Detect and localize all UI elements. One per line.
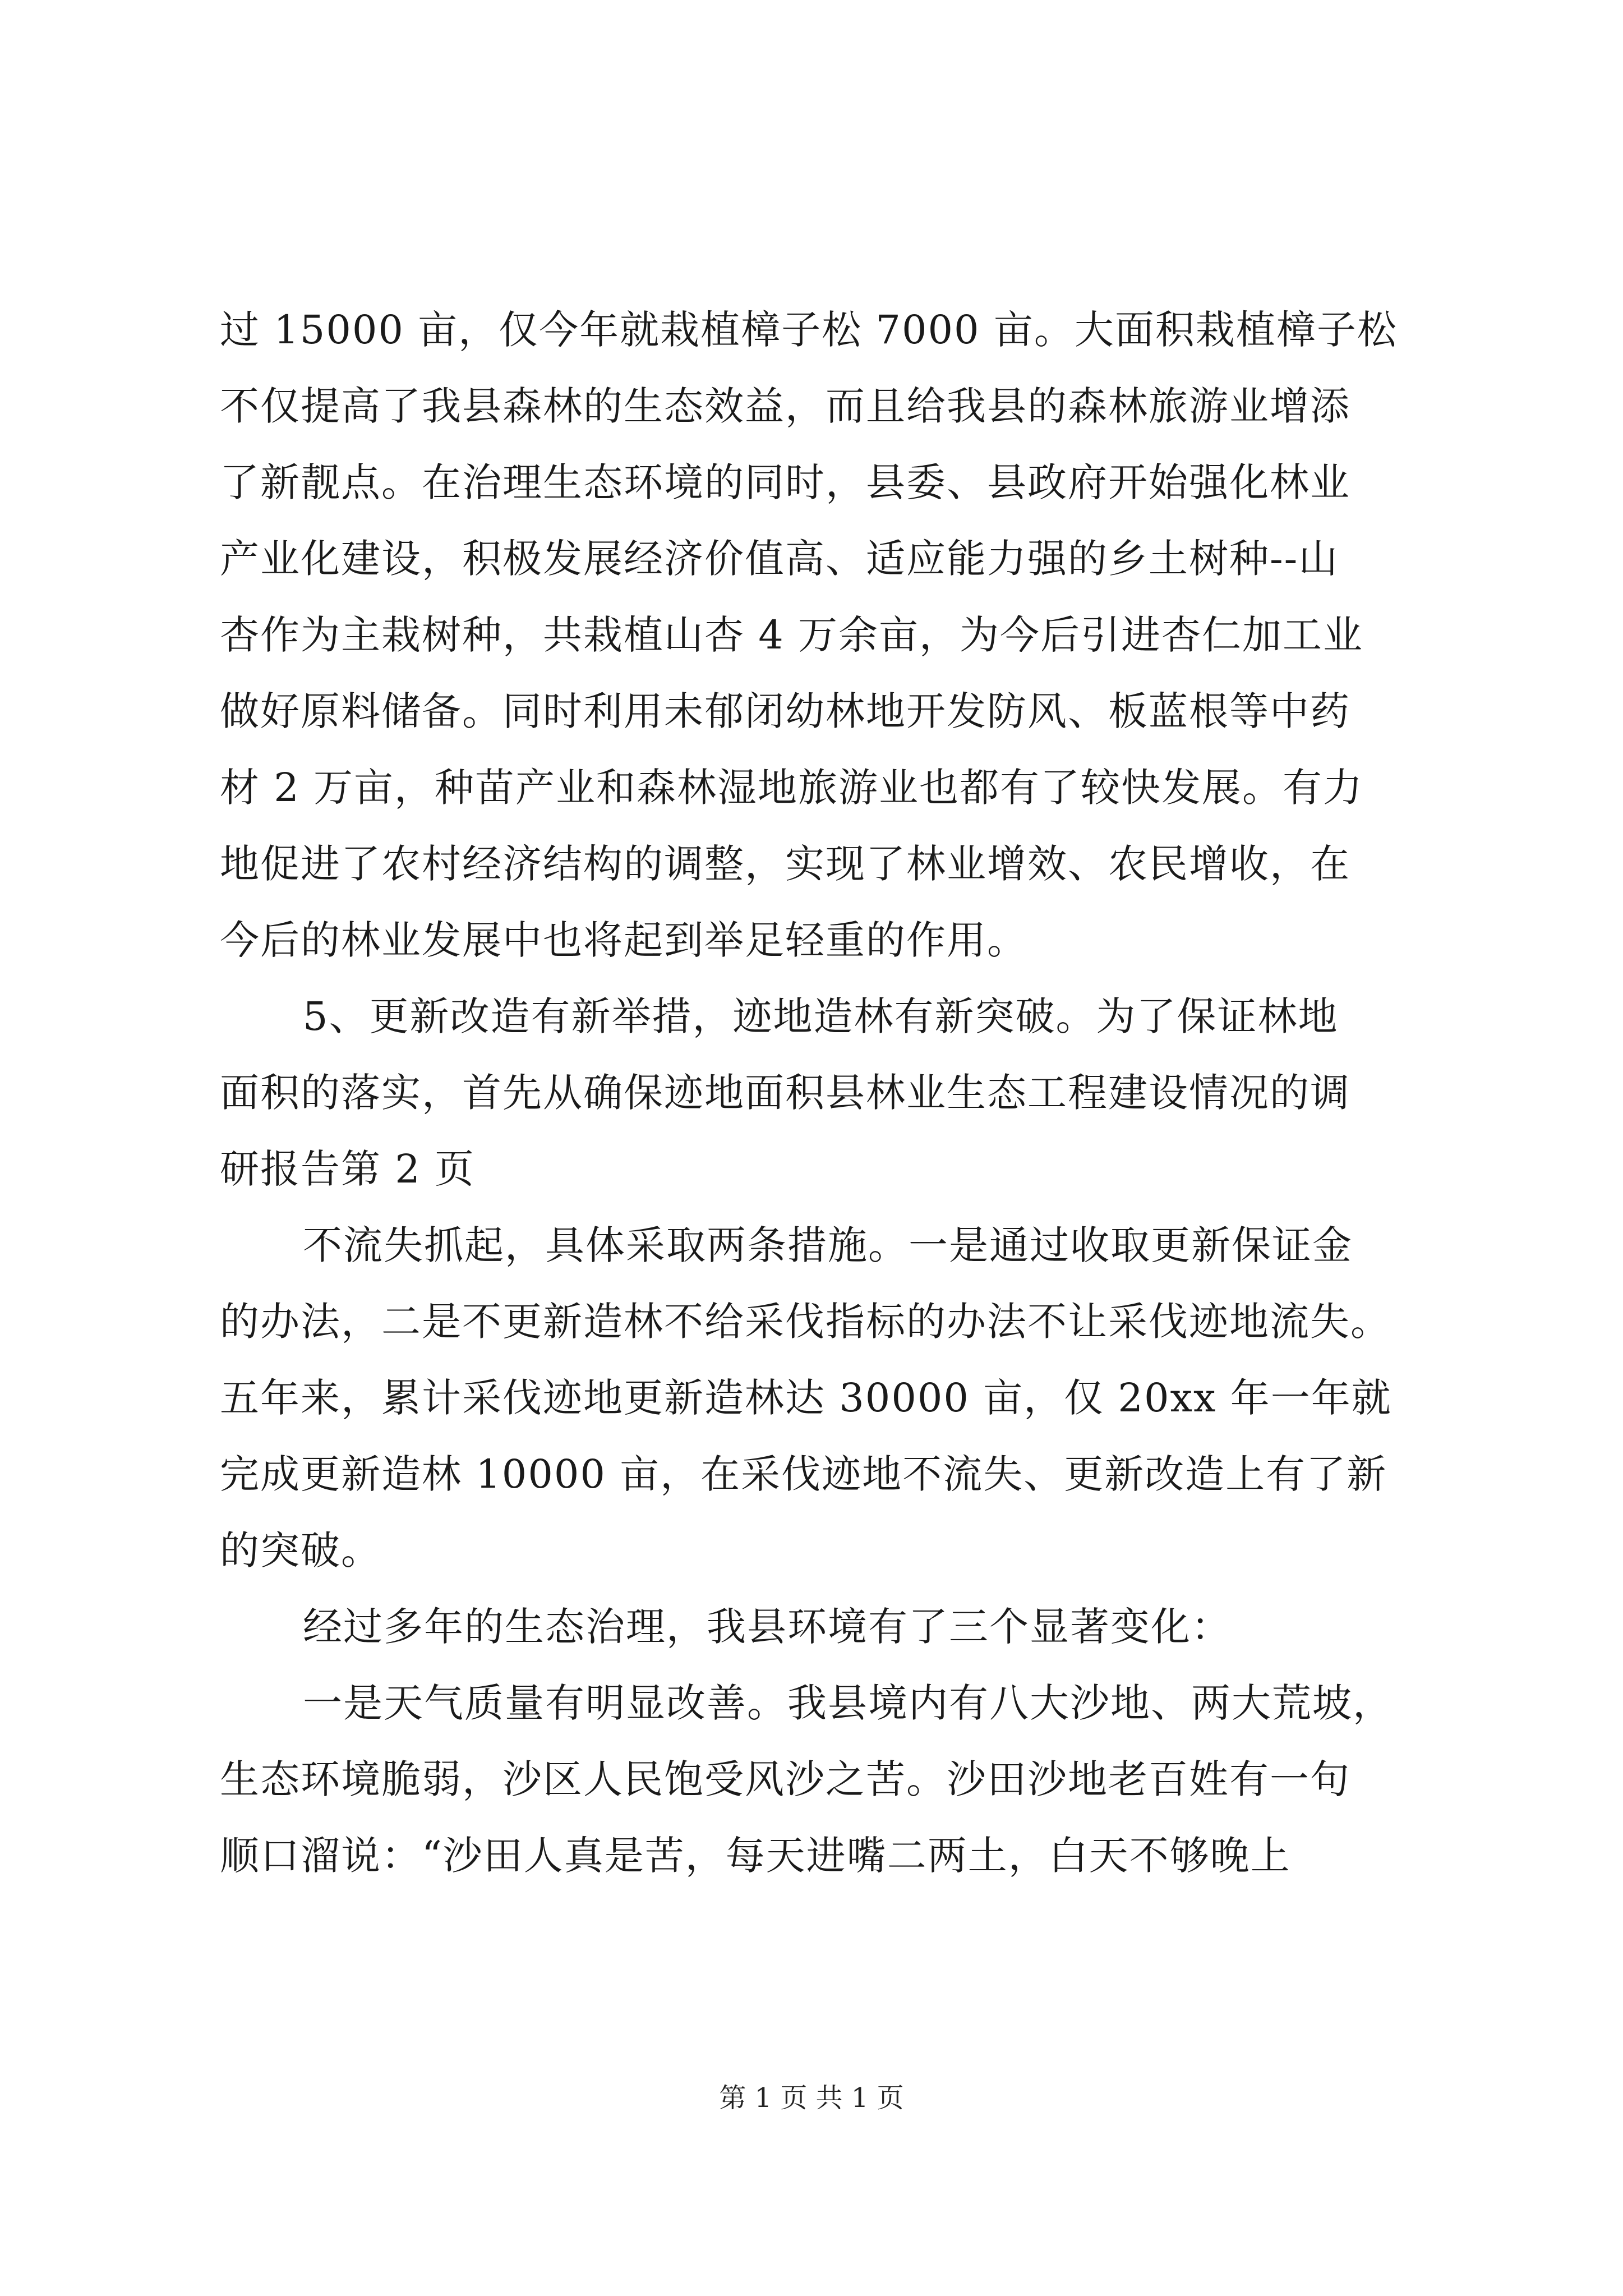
text-line: 的办法，二是不更新造林不给采伐指标的办法不让采伐迹地流失。 (220, 1299, 1391, 1345)
text-line: 研报告第 2 页 (220, 1146, 476, 1192)
page-footer (0, 2076, 1623, 2120)
text-line: 产业化建设，积极发展经济价值高、适应能力强的乡土树种--山 (220, 536, 1339, 582)
paragraph-first-line: 5、更新改造有新举措，迹地造林有新突破。为了保证林地 (303, 993, 1339, 1039)
text-line: 面积的落实，首先从确保迹地面积县林业生态工程建设情况的调 (220, 1070, 1350, 1116)
text-line: 完成更新造林 10000 亩，在采伐迹地不流失、更新改造上有了新 (220, 1451, 1387, 1497)
document-body (220, 292, 1426, 1894)
text-line: 做好原料储备。同时利用未郁闭幼林地开发防风、板蓝根等中药 (220, 688, 1350, 734)
paragraph-first-line: 一是天气质量有明显改善。我县境内有八大沙地、两大荒坡， (303, 1680, 1393, 1726)
paragraph-first-line: 不流失抓起，具体采取两条措施。一是通过收取更新保证金 (303, 1222, 1353, 1268)
text-line: 顺口溜说：“沙田人真是苦，每天进嘴二两土，白天不够晚上 (220, 1833, 1291, 1879)
text-line: 杏作为主栽树种，共栽植山杏 4 万余亩，为今后引进杏仁加工业 (220, 612, 1364, 658)
text-line: 过 15000 亩，仅今年就栽植樟子松 7000 亩。大面积栽植樟子松 (220, 307, 1398, 353)
page-number-label: 第 1 页 共 1 页 (719, 2082, 904, 2114)
text-line: 的突破。 (220, 1527, 381, 1573)
paragraph-first-line: 经过多年的生态治理，我县环境有了三个显著变化： (303, 1604, 1232, 1650)
text-line: 材 2 万亩，种苗产业和森林湿地旅游业也都有了较快发展。有力 (220, 765, 1364, 811)
text-line: 地促进了农村经济结构的调整，实现了林业增效、农民增收，在 (220, 841, 1350, 887)
text-line: 生态环境脆弱，沙区人民饱受风沙之苦。沙田沙地老百姓有一句 (220, 1756, 1350, 1802)
text-line: 了新靓点。在治理生态环境的同时，县委、县政府开始强化林业 (220, 459, 1350, 505)
text-line: 今后的林业发展中也将起到举足轻重的作用。 (220, 917, 1027, 963)
text-line: 不仅提高了我县森林的生态效益，而且给我县的森林旅游业增添 (220, 383, 1350, 429)
text-line: 五年来，累计采伐迹地更新造林达 30000 亩，仅 20xx 年一年就 (220, 1375, 1392, 1421)
